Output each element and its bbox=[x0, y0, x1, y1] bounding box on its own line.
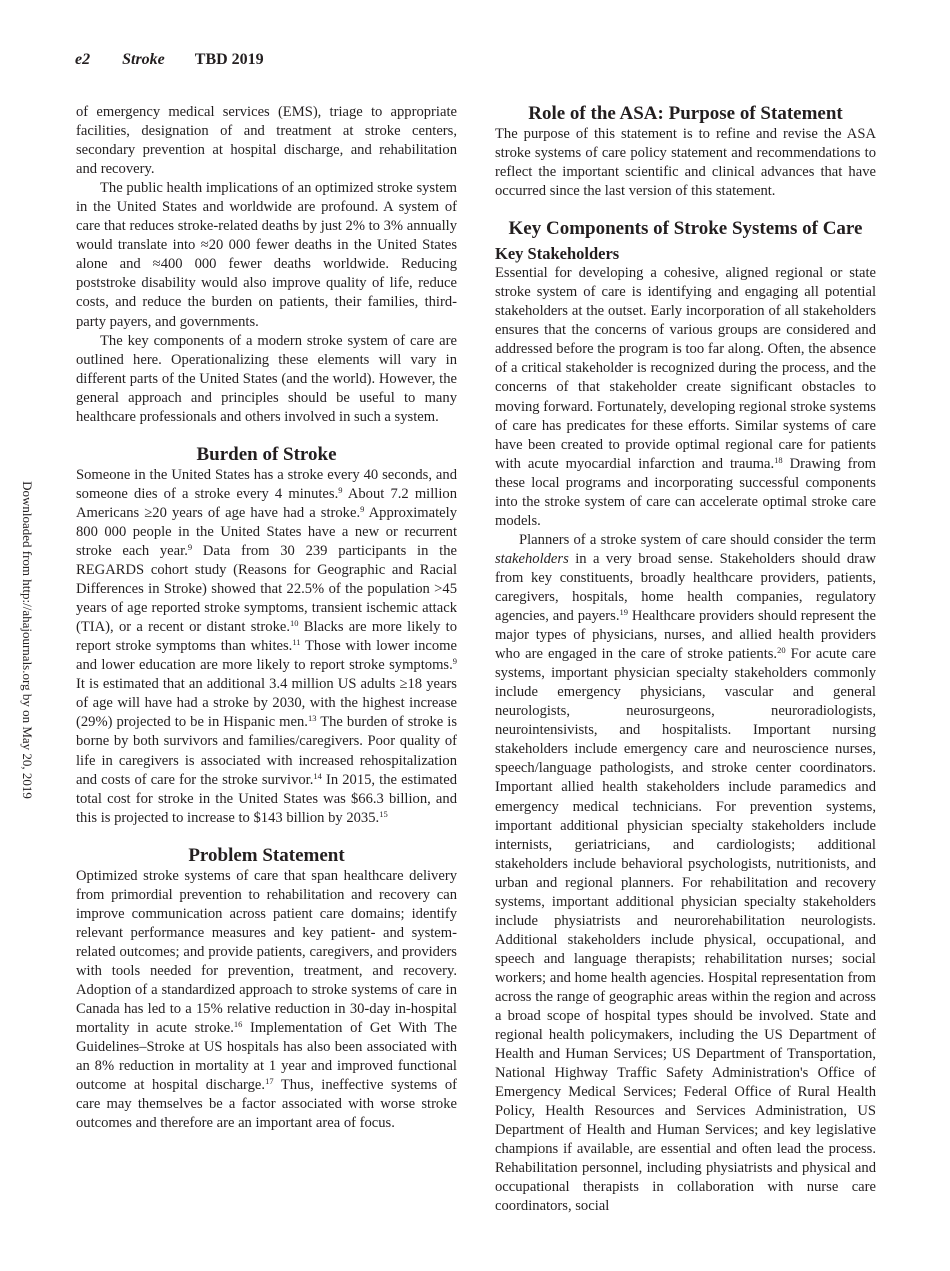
key-components-heading: Key Components of Stroke Systems of Care bbox=[508, 218, 863, 240]
citation-ref: 9 bbox=[452, 656, 457, 667]
stakeholders-paragraph-1: Essential for developing a cohesive, aligned regional or state stroke system of care is identifying and engaging all potential stakeholders at the outset. Early incorporation of all stakeholders ensures that the concerns of various groups are considered and addressed before the program is too far along. Often, the absence of a critical stakeholder is recognized during the process, and the concerns of that stakeholder create significant obstacles to moving forward. Fortunately, developing regional stroke systems of care has predicates for these efforts. Similar systems of care have been created to provide optimal regional care for patients with acute myocardial infarction and trauma.$^{18}$ Drawing from these local programs and incorporating successful components into the stroke system of care can accelerate optimal stroke care models. bbox=[495, 265, 876, 529]
citation-ref: 19 bbox=[619, 607, 628, 618]
journal-name: Stroke bbox=[122, 51, 165, 68]
left-column bbox=[76, 103, 457, 1133]
public-health-paragraph: The public health implications of an optimized stroke system in the United States and worldwide are profound. A system of care that reduces stroke-related deaths by just 2% to 3% annually would translate into ≈20 000 fewer deaths in the United States alone and ≈400 000 fewer deaths worldwide. Reducing poststroke disability would also improve quality of life, reduce costs, and reduce the burden on patients, their families, third-party payers, and governments. bbox=[76, 180, 457, 330]
citation-ref: 17 bbox=[265, 1076, 274, 1087]
burden-heading: Burden of Stroke bbox=[196, 443, 337, 465]
burden-paragraph: Someone in the United States has a stroke every 40 seconds, and someone dies of a stroke every 4 minutes.$^9$ About 7.2 million Americans ≥20 years of age have had a stroke.$^9$ Approximately 800 000 people in the United States have a new or recurrent stroke each year.$^9$ Data from 30 239 participants in the REGARDS cohort study (Reasons for Geographic and Racial Differences in Stroke) showed that 22.5% of the population >45 years of age reported stroke symptoms, transient ischemic attack (TIA), or a recent or distant stroke.$^{10}$ Blacks are more likely to report stroke symptoms than whites.$^{11}$ Those with lower income and lower education are more likely to report stroke symptoms.$^9$ It is estimated that an additional 3.4 million US adults ≥18 years of age will have had a stroke by 2030, with the highest increase (29%) projected to be in Hispanic men.$^{13}$ The burden of stroke is borne by both survivors and families/caregivers. Poor quality of life in caregivers is associated with increased rehospitalization and costs of care for the stroke survivor.$^{14}$ In 2015, the estimated total cost for stroke in the United States was $66.3 billion, and this is projected to increase to $143 billion by 2035.15 bbox=[76, 466, 458, 826]
issue-date: TBD 2019 bbox=[194, 51, 264, 68]
citation-ref: 18 bbox=[774, 454, 783, 465]
role-paragraph: The purpose of this statement is to refine and revise the ASA stroke systems of care policy statement and recommendations to reflect the important scientific and clinical advances that have occurred since the last version of this statement. bbox=[495, 126, 876, 200]
problem-paragraph: Optimized stroke systems of care that span healthcare delivery from primordial prevention to rehabilitation and recovery can improve communication across patient care domains; identify relevant performance measures and key patient- and system-related outcomes; and provide patients, caregivers, and providers with tools needed for prevention, treatment, and recovery. Adoption of a standardized approach to stroke systems of care in Canada has led to a 15% relative reduction in 30-day in-hospital mortality in acute stroke.$^{16}$ Implementation of Get With The Guidelines–Stroke at US hospitals has also been associated with an 8% reduction in mortality at 1 year and improved functional outcome at hospital discharge.$^{17}$ Thus, ineffective systems of care may themselves be a factor associated with worse stroke outcomes and therefore are an important area of focus. bbox=[76, 867, 457, 1132]
download-watermark: Downloaded from http://ahajournals.org by on May 20, 2019 bbox=[20, 481, 35, 799]
key-stakeholders-heading: Key Stakeholders bbox=[495, 244, 620, 264]
citation-ref: 9 bbox=[360, 503, 365, 514]
intro-continuation: of emergency medical services (EMS), triage to appropriate facilities, designation of and treatment at stroke centers, secondary prevention at hospital discharge, and rehabilitation and recovery. bbox=[76, 104, 457, 178]
running-header bbox=[75, 51, 264, 69]
citation-ref: 11 bbox=[292, 637, 301, 648]
citation-ref: 9 bbox=[338, 484, 343, 495]
key-components-paragraph: The key components of a modern stroke system of care are outlined here. Operationalizing these elements will vary in different parts of the United States (and the world). However, the general approach and principles should be useful to many healthcare professionals and others involved in such a system. bbox=[76, 332, 457, 425]
right-column bbox=[495, 103, 876, 1217]
citation-ref: 15 bbox=[379, 808, 388, 819]
citation-ref: 16 bbox=[233, 1019, 243, 1030]
page-number: e2 bbox=[75, 51, 91, 68]
citation-ref: 20 bbox=[777, 645, 786, 656]
citation-ref: 14 bbox=[313, 770, 322, 781]
citation-ref: 9 bbox=[187, 541, 193, 552]
citation-ref: 10 bbox=[290, 618, 299, 629]
stakeholders-paragraph-2: Planners of a stroke system of care should consider the term stakeholders in a very broad sense. Stakeholders should draw from key constituents, broadly healthcare providers, patients, caregivers, hospitals, home health companies, regulatory agencies, and payers.$^{19}$ Healthcare providers should represent the major types of physicians, nurses, and allied health providers who are engaged in the care of stroke patients.$^{20}$ For acute care systems, important physician specialty stakeholders commonly include emergency physicians, vascular and general neurologists, neurosurgeons, neuroradiologists, neurointensivists, and hospitalists. Important nursing stakeholders include emergency care and neuroscience nurses, speech/language pathologists, and stroke center coordinators. Important allied health stakeholders include paramedics and emergency medical technicians. For prevention systems, important additional physician specialty stakeholders include internists, geriatricians, and cardiologists; additional stakeholders include behavioral psychologists, nutritionists, and urban and regional planners. For rehabilitation and recovery systems, important additional physician specialty stakeholders include physiatrists and neurorehabilitation neurologists. Additional stakeholders include physical, occupational, and speech and language therapists; rehabilitation nurses; social workers; and home health agencies. Hospital representation from across the range of geographic areas within the region and across a broad scope of hospital types should be involved. State and regional health policymakers, including the US Department of Health and Human Services; US Department of Transportation, National Highway Traffic Safety Administration's Office of Emergency Medical Services; Federal Office of Rural Health Policy, Health Resources and Services Administration, US Department of Health and Human Services; and key legislative champions if available, are essential and often lead the process. Rehabilitation personnel, including physiatrists and physical and occupational therapists in collaboration with nurse care coordinators, social bbox=[495, 531, 876, 1215]
citation-ref: 13 bbox=[307, 713, 317, 724]
problem-heading: Problem Statement bbox=[188, 844, 345, 866]
role-heading: Role of the ASA: Purpose of Statement bbox=[528, 103, 843, 124]
